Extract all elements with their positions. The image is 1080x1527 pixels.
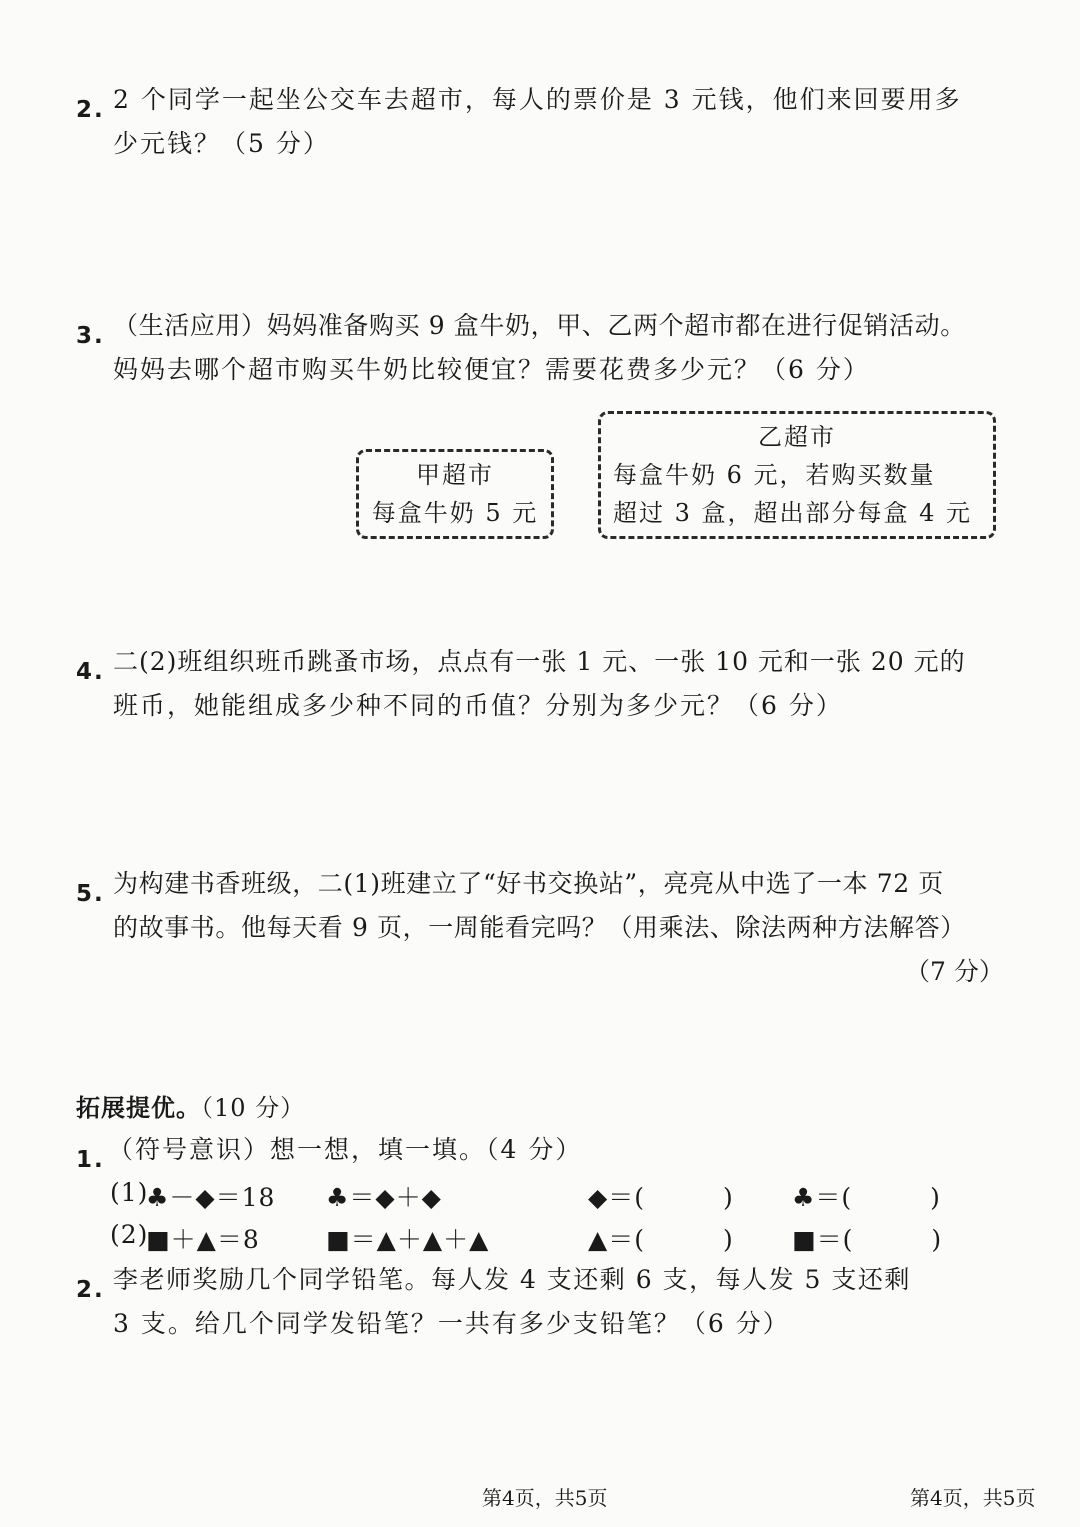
answer-blank-1[interactable]: ▲＝( )	[588, 1225, 734, 1254]
question-text-line: 班币，她能组成多少种不同的币值？分别为多少元？（6 分）	[113, 691, 843, 720]
question-number: 5.	[76, 881, 105, 907]
footer-page-left: 第4页，共5页	[482, 1486, 608, 1510]
question-text-line: 的故事书。他每天看 9 页，一周能看完吗？（用乘法、除法两种方法解答）	[113, 913, 966, 942]
row-label: (1)	[110, 1178, 149, 1207]
question-number: 2.	[76, 97, 105, 123]
question-number: 3.	[76, 323, 105, 349]
store-yi-line-1: 每盒牛奶 6 元，若购买数量	[613, 461, 936, 489]
question-text-line: 少元钱？（5 分）	[113, 129, 330, 158]
question-text-line: 李老师奖励几个同学铅笔。每人发 4 支还剩 6 支，每人发 5 支还剩	[113, 1265, 911, 1294]
equation-2: ■＝▲＋▲＋▲	[326, 1225, 490, 1254]
question-number: 2.	[76, 1277, 105, 1303]
store-yi-line-2: 超过 3 盒，超出部分每盒 4 元	[613, 499, 973, 527]
store-jia-box	[356, 449, 554, 539]
extension-section-title	[76, 1088, 305, 1123]
question-text-line: 二(2)班组织班币跳蚤市场，点点有一张 1 元、一张 10 元和一张 20 元的	[113, 647, 966, 676]
store-jia-price: 每盒牛奶 5 元	[371, 499, 539, 527]
answer-blank-2[interactable]: ■＝( )	[792, 1225, 943, 1254]
footer-page-right: 第4页，共5页	[910, 1486, 1036, 1510]
question-text-line: （生活应用）妈妈准备购买 9 盒牛奶，甲、乙两个超市都在进行促销活动。	[113, 311, 966, 340]
question-text-line: （符号意识）想一想，填一填。（4 分）	[108, 1135, 583, 1164]
question-text-line: 2 个同学一起坐公交车去超市，每人的票价是 3 元钱，他们来回要用多	[113, 85, 962, 114]
extension-points: （10 分）	[201, 1094, 306, 1122]
store-jia-title: 甲超市	[416, 461, 494, 489]
question-number: 1.	[76, 1147, 105, 1173]
row-label: (2)	[110, 1220, 149, 1249]
equation-2: ♣＝◆＋◆	[326, 1183, 442, 1212]
equation-1: ■＋▲＝8	[146, 1225, 260, 1254]
answer-blank-2[interactable]: ♣＝( )	[792, 1183, 941, 1212]
equation-1: ♣－◆＝18	[146, 1183, 276, 1212]
question-text-line: 为构建书香班级，二(1)班建立了“好书交换站”，亮亮从中选了一本 72 页	[113, 869, 944, 898]
question-text-line: 3 支。给几个同学发铅笔？一共有多少支铅笔？（6 分）	[113, 1309, 790, 1338]
symbol-row-2	[110, 1220, 1050, 1256]
question-text-line: （7 分）	[905, 957, 1004, 986]
extension-title-text: 拓展提优。	[76, 1094, 201, 1122]
symbol-row-1	[110, 1178, 1050, 1214]
question-text-line: 妈妈去哪个超市购买牛奶比较便宜？需要花费多少元？（6 分）	[113, 355, 870, 384]
answer-blank-1[interactable]: ◆＝( )	[588, 1183, 734, 1212]
question-number: 4.	[76, 659, 105, 685]
store-yi-title: 乙超市	[758, 423, 836, 451]
store-yi-box	[598, 411, 996, 539]
